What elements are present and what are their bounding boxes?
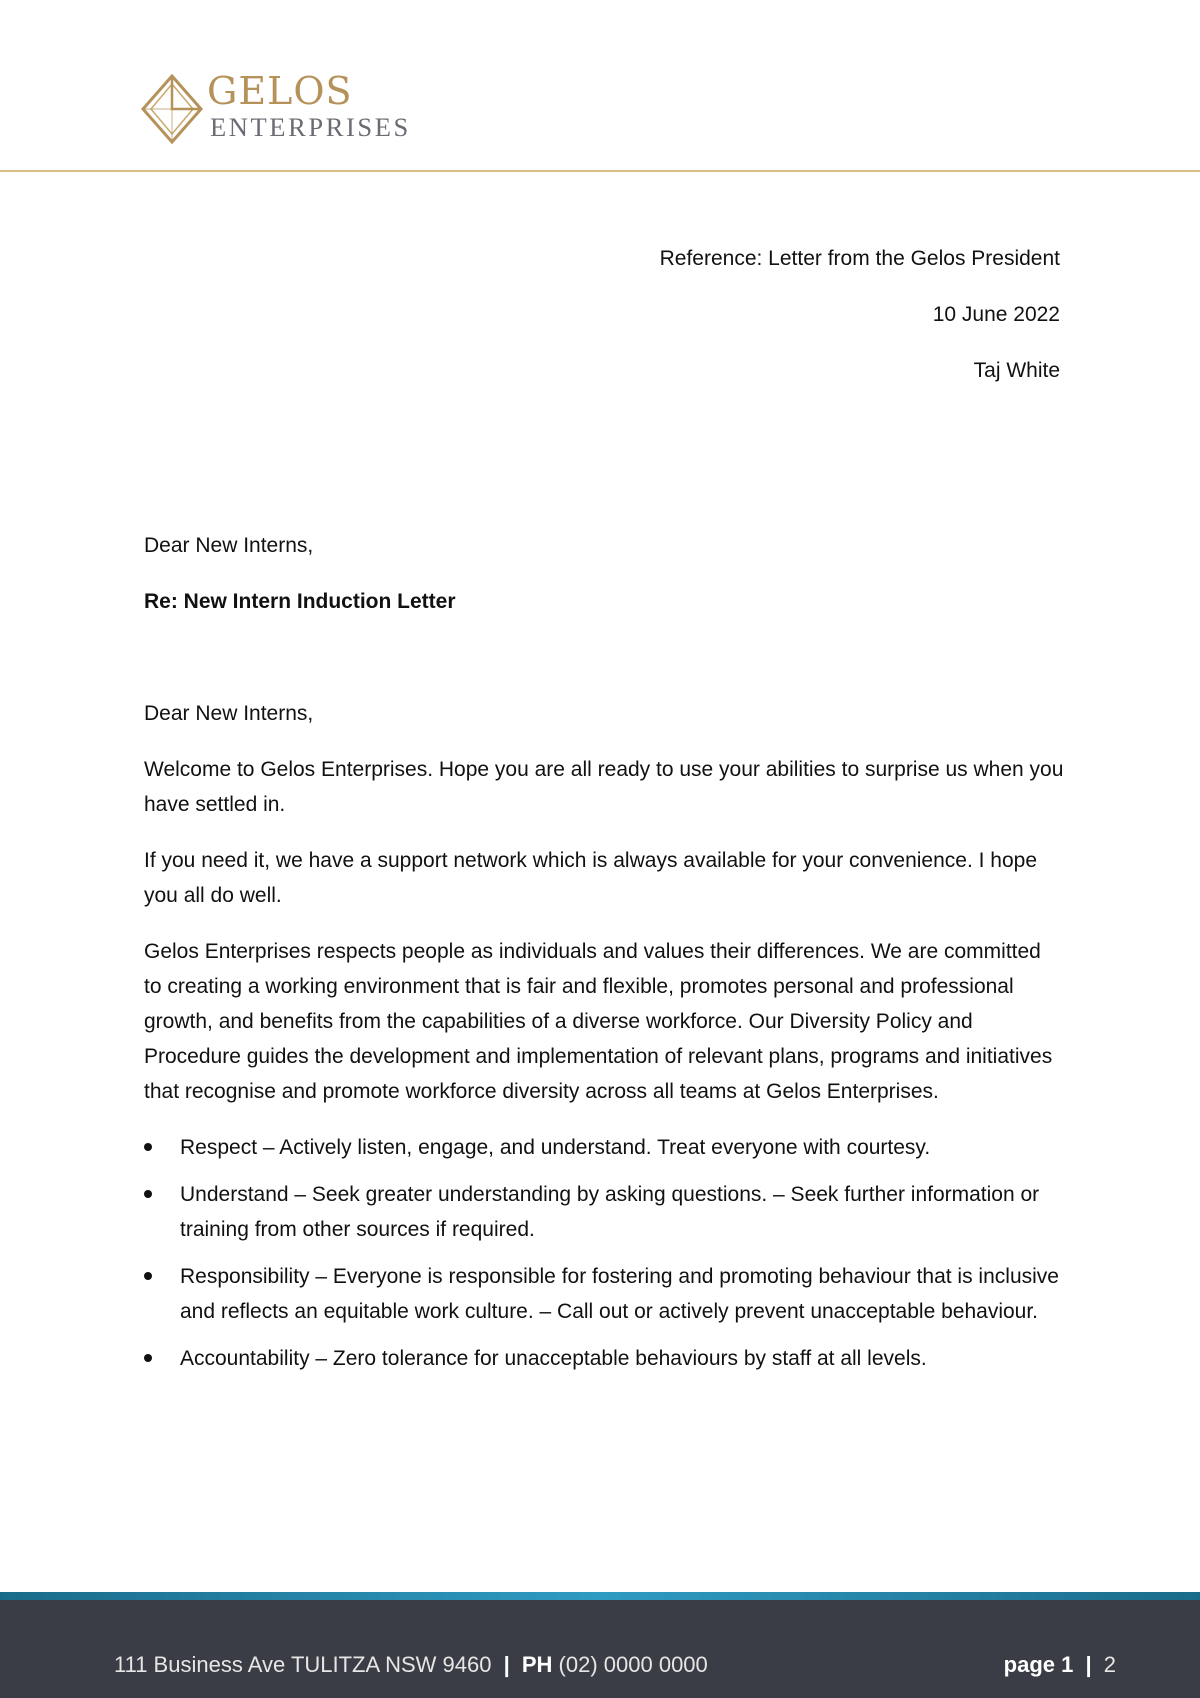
header-divider bbox=[0, 170, 1200, 172]
paragraph-support: If you need it, we have a support network which is always available for your convenience. I hope you all do well. bbox=[144, 849, 1038, 907]
logo-subtitle: ENTERPRISES bbox=[210, 112, 411, 142]
list-item bbox=[144, 1341, 1064, 1376]
footer-address: 111 Business Ave TULITZA NSW 9460 bbox=[114, 1652, 492, 1677]
salutation-repeat: Dear New Interns, bbox=[144, 702, 314, 725]
list-item bbox=[144, 1259, 1064, 1329]
footer-phone-number: (02) 0000 0000 bbox=[558, 1652, 708, 1677]
reference-date: 10 June 2022 bbox=[932, 303, 1060, 326]
page-footer bbox=[0, 1600, 1200, 1698]
value-accountability: Accountability – Zero tolerance for unacceptable behaviours by staff at all levels. bbox=[180, 1347, 927, 1370]
bullet-icon bbox=[144, 1190, 152, 1198]
value-understand: Understand – Seek greater understanding by asking questions. – Seek further information or training from other sources if required. bbox=[180, 1183, 1040, 1241]
list-item bbox=[144, 1177, 1064, 1247]
page-total: 2 bbox=[1103, 1652, 1116, 1677]
page-number bbox=[1004, 1652, 1116, 1678]
list-item bbox=[144, 1130, 1064, 1165]
footer-contact bbox=[114, 1652, 708, 1678]
value-responsibility: Responsibility – Everyone is responsible for fostering and promoting behaviour that is inclusive and reflects an equitable work culture. – Call out or actively prevent unacceptable behaviour. bbox=[180, 1265, 1059, 1323]
reference-block bbox=[660, 248, 1060, 416]
reference-author: Taj White bbox=[973, 359, 1060, 382]
bullet-icon bbox=[144, 1143, 152, 1151]
page-current: page 1 bbox=[1003, 1652, 1074, 1677]
values-list bbox=[144, 1130, 1064, 1376]
bullet-icon bbox=[144, 1272, 152, 1280]
footer-accent-stripe bbox=[0, 1592, 1200, 1600]
footer-phone-label: PH bbox=[521, 1652, 553, 1677]
value-respect: Respect – Actively listen, engage, and understand. Treat everyone with courtesy. bbox=[180, 1136, 931, 1159]
letter-body bbox=[144, 528, 1064, 1388]
footer-separator: | bbox=[503, 1652, 510, 1677]
letterhead bbox=[0, 0, 1200, 172]
paragraph-welcome: Welcome to Gelos Enterprises. Hope you are all ready to use your abilities to surprise us when you have settled in. bbox=[144, 758, 1064, 816]
subject-line: Re: New Intern Induction Letter bbox=[144, 590, 456, 613]
reference-subject: Reference: Letter from the Gelos President bbox=[659, 247, 1060, 270]
bullet-icon bbox=[144, 1354, 152, 1362]
company-logo bbox=[141, 69, 481, 148]
salutation: Dear New Interns, bbox=[144, 534, 314, 557]
paragraph-diversity: Gelos Enterprises respects people as individuals and values their differences. We are committed to creating a working environment that is fair and flexible, promotes personal and professional growth, and benefits from the capabilities of a diverse workforce. Our Diversity Policy and Procedure guides the development and implementation of relevant plans, programs and initiatives that recognise and promote workforce diversity across all teams at Gelos Enterprises. bbox=[144, 940, 1053, 1103]
diamond-logo-icon bbox=[141, 74, 203, 144]
logo-name: GELOS bbox=[207, 69, 353, 113]
page-separator: | bbox=[1085, 1652, 1092, 1677]
